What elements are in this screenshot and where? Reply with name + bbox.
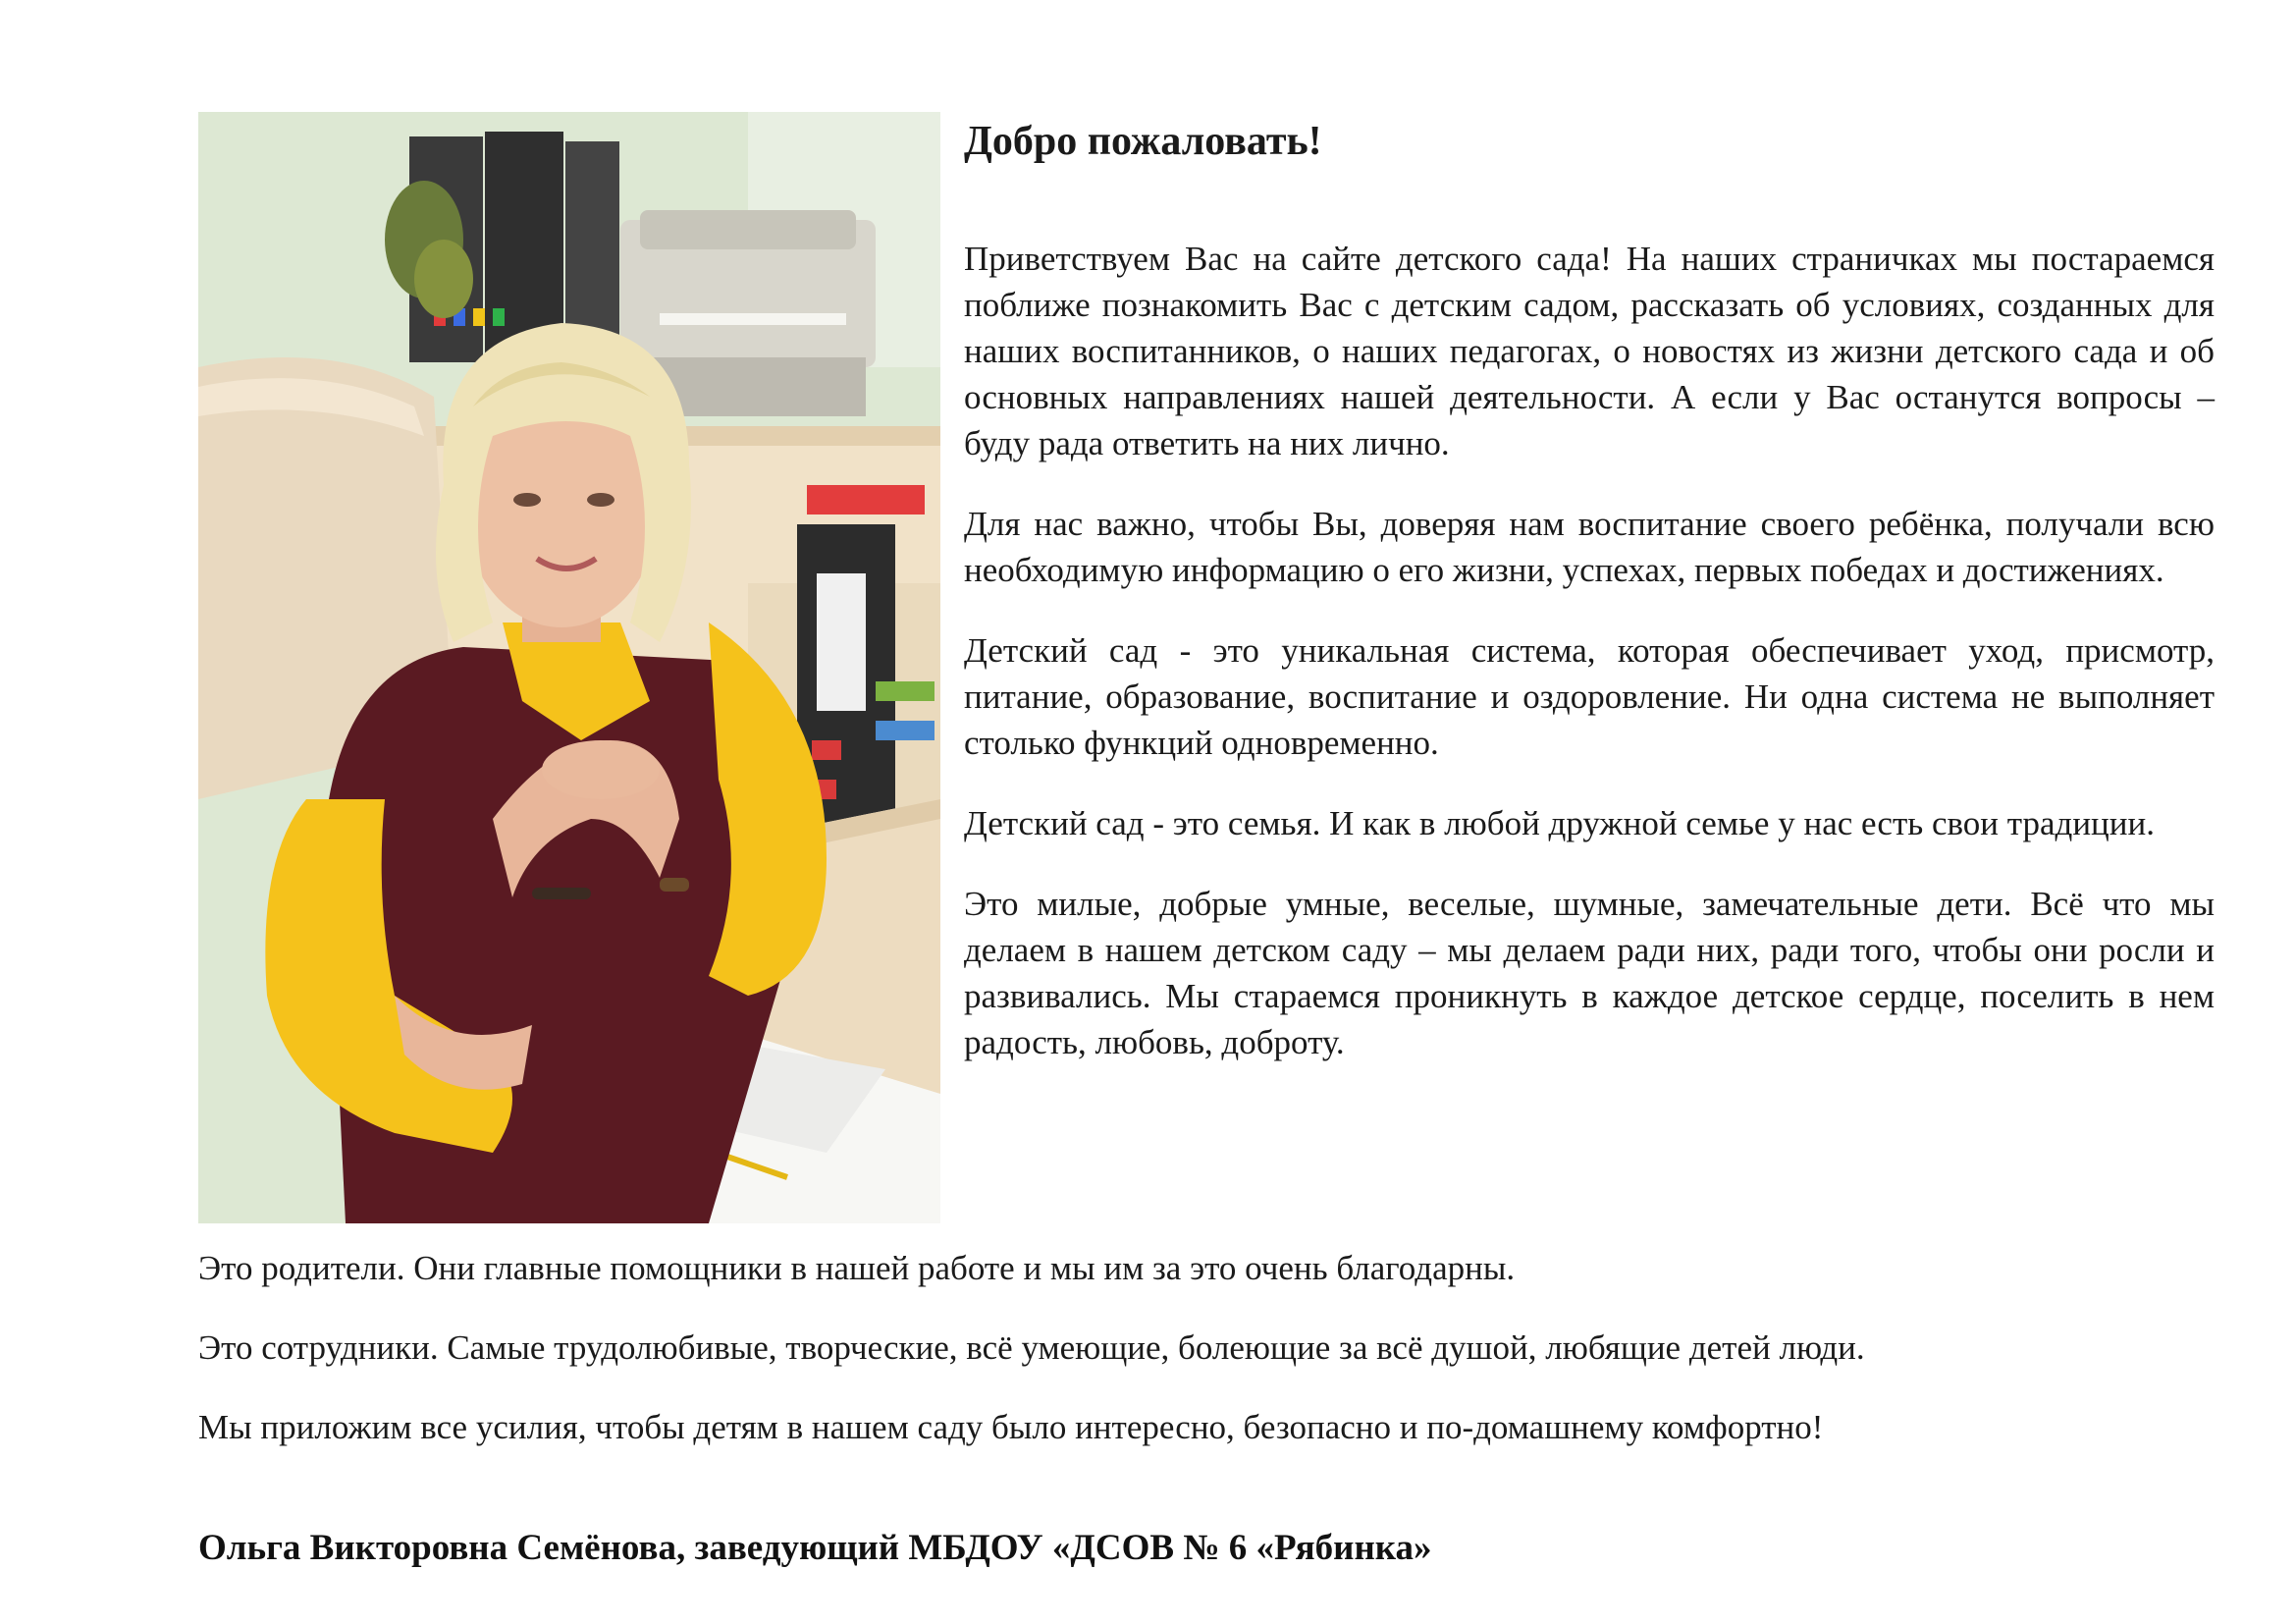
closing-column: [198, 1245, 2215, 1484]
intro-paragraph-5: Это милые, добрые умные, веселые, шумные, замечательные дети. Всё что мы делаем в нашем детском саду – мы делаем ради них, ради того, чтобы они росли и развивались. Мы стараемся проникнуть в каждое детское сердце, поселить в нем радость, любовь, доброту.: [964, 885, 2215, 1061]
closing-paragraph-2: Это сотрудники. Самые трудолюбивые, творческие, всё умеющие, болеющие за всё душой, любящие детей люди.: [198, 1328, 1865, 1367]
intro-paragraph-1: Приветствуем Вас на сайте детского сада! На наших страничках мы постараемся поближе познакомить Вас с детским садом, рассказать об условиях, созданных для наших воспитанников, о наших педагогах, о новостях из жизни детского сада и об основных направлениях нашей деятельности. А если у Вас останутся вопросы – буду рада ответить на них лично.: [964, 240, 2215, 462]
director-portrait-image: [198, 112, 940, 1223]
closing-paragraph-1: Это родители. Они главные помощники в нашей работе и мы им за это очень благодарны.: [198, 1249, 1516, 1287]
intro-paragraph-3: Детский сад - это уникальная система, которая обеспечивает уход, присмотр, питание, образование, воспитание и оздоровление. Ни одна система не выполняет столько функций одновременно.: [964, 631, 2215, 762]
signature: Ольга Викторовна Семёнова, заведующий МБДОУ «ДСОВ № 6 «Рябинка»: [198, 1528, 1432, 1568]
intro-paragraph-4: Детский сад - это семья. И как в любой дружной семье у нас есть свои традиции.: [964, 804, 2156, 842]
director-photo: [198, 112, 940, 1223]
intro-column: [964, 112, 2215, 1100]
closing-paragraph-3: Мы приложим все усилия, чтобы детям в нашем саду было интересно, безопасно и по-домашнему комфортно!: [198, 1408, 1824, 1446]
intro-paragraph-2: Для нас важно, чтобы Вы, доверяя нам воспитание своего ребёнка, получали всю необходимую информацию о его жизни, успехах, первых победах и достижениях.: [964, 505, 2215, 589]
page-title: Добро пожаловать!: [964, 119, 1322, 164]
